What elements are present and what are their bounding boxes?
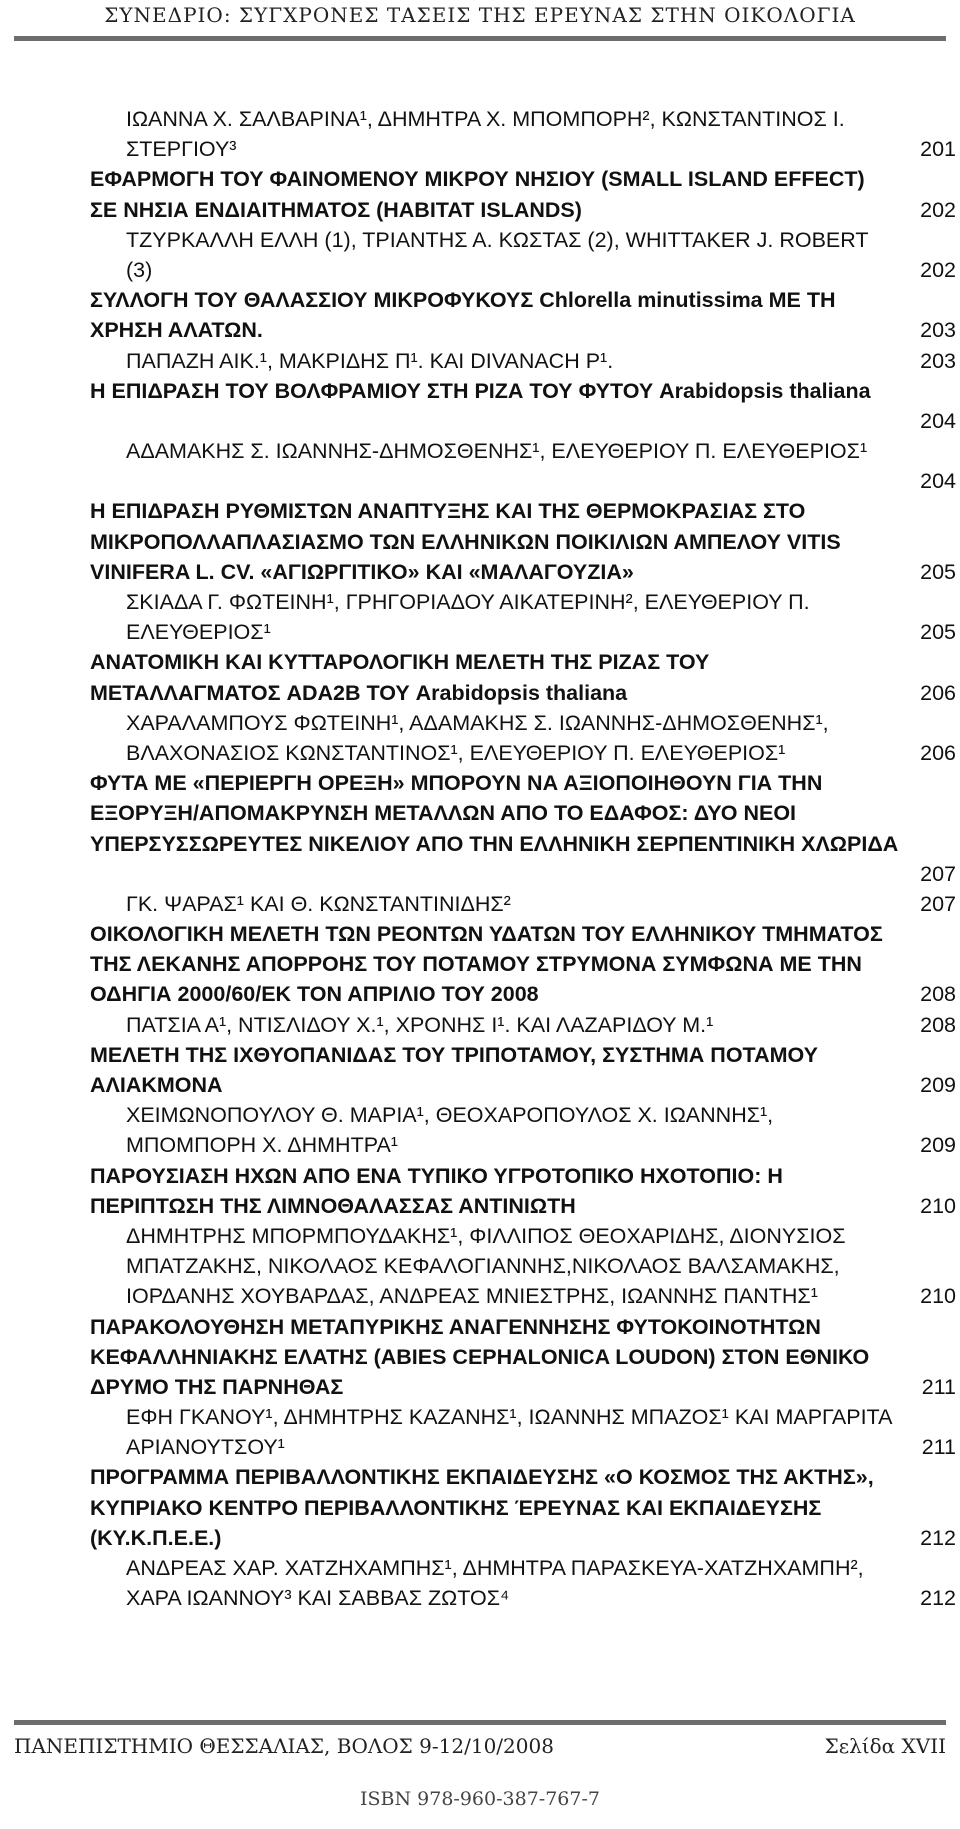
toc-author-line (90, 1130, 956, 1160)
isbn: ISBN 978-960-387-767-7 (360, 1788, 600, 1810)
toc-author-line (90, 1251, 956, 1281)
toc-page-number: 209 (920, 1073, 956, 1097)
toc-line-text: (3) (126, 257, 153, 282)
toc-page-number: 204 (920, 469, 956, 494)
toc-title-line (90, 164, 956, 194)
toc-line-text: ΟΔΗΓΙΑ 2000/60/ΕΚ ΤΟΝ ΑΠΡΙΛΙΟ ΤΟΥ 2008 (90, 982, 539, 1007)
toc-author-line (90, 104, 956, 134)
toc-line-text: ΑΛΙΑΚΜΟΝΑ (90, 1073, 223, 1097)
toc-title-line (90, 527, 956, 557)
toc-line-text: ΚΕΦΑΛΛΗΝΙΑΚΗΣ ΕΛΑΤΗΣ (ABIES CEPHALONICA LOUDON) ΣΤΟΝ ΕΘΝΙΚΟ (90, 1344, 870, 1369)
toc-line-text: ΥΠΕΡΣΥΣΣΩΡΕΥΤΕΣ ΝΙΚΕΛΙΟΥ ΑΠΟ ΤΗΝ ΕΛΛΗΝΙΚΗ ΣΕΡΠΕΝΤΙΝΙΚΗ ΧΛΩΡΙΔΑ (90, 831, 899, 856)
toc-page-number: 207 (920, 861, 956, 886)
toc-line-text: ΣΕ ΝΗΣΙΑ ΕΝΔΙΑΙΤΗΜΑΤΟΣ (HABITAT ISLANDS) (90, 197, 582, 222)
toc-line-text: ΒΛΑΧΟΝΑΣΙΟΣ ΚΩΝΣΤΑΝΤΙΝΟΣ¹, ΕΛΕΥΘΕΡΙΟΥ Π. ΕΛΕΥΘΕΡΙΟΣ¹ (126, 740, 786, 765)
toc-line-text: ΦΥΤΑ ΜΕ «ΠΕΡΙΕΡΓΗ ΟΡΕΞΗ» ΜΠΟΡΟΥΝ ΝΑ ΑΞΙΟΠΟΙΗΘΟΥΝ ΓΙΑ ΤΗΝ (90, 771, 823, 796)
toc-title-line (90, 376, 956, 406)
toc-line-text: ΜΠΟΜΠΟΡΗ Χ. ΔΗΜΗΤΡΑ¹ (126, 1133, 398, 1158)
toc-title-line (90, 1191, 956, 1221)
toc-line-text: ΤΖΥΡΚΑΛΛΗ ΕΛΛΗ (1), ΤΡΙΑΝΤΗΣ Α. ΚΩΣΤΑΣ (2), WHITTAKER J. ROBERT (126, 227, 869, 252)
footer-university: ΠΑΝΕΠΙΣΤΗΜΙΟ ΘΕΣΣΑΛΙΑΣ, ΒΟΛΟΣ 9-12/10/2008 (14, 1734, 554, 1758)
toc-line-text: ΑΝΑΤΟΜΙΚΗ ΚΑΙ ΚΥΤΤΑΡΟΛΟΓΙΚΗ ΜΕΛΕΤΗ ΤΗΣ ΡΙΖΑΣ ΤΟΥ (90, 650, 710, 675)
table-of-contents (90, 104, 956, 1613)
toc-page-number: 208 (920, 982, 956, 1007)
toc-author-line (90, 889, 956, 919)
toc-author-line (90, 1402, 956, 1432)
toc-page-number: 202 (920, 197, 956, 222)
toc-line-text: ΣΤΕΡΓΙΟΥ³ (126, 137, 237, 162)
toc-title-line (90, 1070, 956, 1100)
toc-line-text: ΔΗΜΗΤΡΗΣ ΜΠΟΡΜΠΟΥΔΑΚΗΣ¹, ΦΙΛΛΙΠΟΣ ΘΕΟΧΑΡΙΔΗΣ, ΔΙΟΝΥΣΙΟΣ (126, 1223, 846, 1248)
footer-page-number: Σελίδα XVII (824, 1734, 946, 1758)
toc-author-line (90, 587, 956, 617)
toc-page-number: 210 (920, 1193, 956, 1218)
toc-author-line (90, 346, 956, 376)
toc-line-text: Η ΕΠΙΔΡΑΣΗ ΡΥΘΜΙΣΤΩΝ ΑΝΑΠΤΥΞΗΣ ΚΑΙ ΤΗΣ ΘΕΡΜΟΚΡΑΣΙΑΣ ΣΤΟ (90, 499, 806, 524)
toc-line-text: ΠΡΟΓΡΑΜΜΑ ΠΕΡΙΒΑΛΛΟΝΤΙΚΗΣ ΕΚΠΑΙΔΕΥΣΗΣ «Ο ΚΟΣΜΟΣ ΤΗΣ ΑΚΤΗΣ», (90, 1465, 874, 1490)
toc-title-line (90, 949, 956, 979)
toc-page-number: 201 (920, 137, 956, 162)
toc-author-line (90, 225, 956, 255)
toc-page-number: 202 (920, 257, 956, 282)
toc-line-text: ΔΡΥΜΟ ΤΗΣ ΠΑΡΝΗΘΑΣ (90, 1374, 344, 1399)
toc-title-line (90, 496, 956, 526)
toc-line-text: ΣΥΛΛΟΓΗ ΤΟΥ ΘΑΛΑΣΣΙΟΥ ΜΙΚΡΟΦΥΚΟΥΣ Chlorella minutissima ΜΕ ΤΗ (90, 288, 836, 313)
toc-line-text: ΜΕΛΕΤΗ ΤΗΣ ΙΧΘΥΟΠΑΝΙΔΑΣ ΤΟΥ ΤΡΙΠΟΤΑΜΟΥ, ΣΥΣΤΗΜΑ ΠΟΤΑΜΟΥ (90, 1042, 818, 1067)
footer-rule (14, 1720, 946, 1725)
toc-line-text: ΙΩΑΝΝΑ Χ. ΣΑΛΒΑΡΙΝΑ¹, ΔΗΜΗΤΡΑ Χ. ΜΠΟΜΠΟΡΗ², ΚΩΝΣΤΑΝΤΙΝΟΣ Ι. (126, 107, 845, 131)
toc-title-line (90, 1342, 956, 1372)
toc-line-text: VINIFERA L. CV. «ΑΓΙΩΡΓΙΤΙΚΟ» ΚΑΙ «ΜΑΛΑΓΟΥΖΙΑ» (90, 559, 634, 584)
toc-line-text: ΧΑΡΑΛΑΜΠΟΥΣ ΦΩΤΕΙΝΗ¹, ΑΔΑΜΑΚΗΣ Σ. ΙΩΑΝΝΗΣ-ΔΗΜΟΣΘΕΝΗΣ¹, (126, 710, 829, 735)
toc-line-text: ΑΝΔΡΕΑΣ ΧΑΡ. ΧΑΤΖΗΧΑΜΠΗΣ¹, ΔΗΜΗΤΡΑ ΠΑΡΑΣΚΕΥΑ-ΧΑΤΖΗΧΑΜΠΗ², (126, 1556, 864, 1580)
toc-title-line (90, 1040, 956, 1070)
toc-line-text: ΠΕΡΙΠΤΩΣΗ ΤΗΣ ΛΙΜΝΟΘΑΛΑΣΣΑΣ ΑΝΤΙΝΙΩΤΗ (90, 1193, 576, 1218)
toc-author-line (90, 255, 956, 285)
toc-title-line (90, 768, 956, 798)
toc-line-text: ΚΥΠΡΙΑΚΟ ΚΕΝΤΡΟ ΠΕΡΙΒΑΛΛΟΝΤΙΚΗΣ ΈΡΕΥΝΑΣ ΚΑΙ ΕΚΠΑΙΔΕΥΣΗΣ (90, 1495, 822, 1520)
toc-author-line (90, 436, 956, 466)
toc-title-line (90, 678, 956, 708)
toc-title-line (90, 1493, 956, 1523)
page-footer (14, 1734, 946, 1758)
toc-line-text: ΓΚ. ΨΑΡΑΣ¹ ΚΑΙ Θ. ΚΩΝΣΤΑΝΤΙΝΙΔΗΣ² (126, 891, 511, 916)
toc-line-text: (ΚΥ.Κ.Π.Ε.Ε.) (90, 1525, 222, 1550)
toc-line-text: Η ΕΠΙΔΡΑΣΗ ΤΟΥ ΒΟΛΦΡΑΜΙΟΥ ΣΤΗ ΡΙΖΑ ΤΟΥ ΦΥΤΟΥ Arabidopsis thaliana (90, 378, 871, 403)
toc-line-text: ΙΟΡΔΑΝΗΣ ΧΟΥΒΑΡΔΑΣ, ΑΝΔΡΕΑΣ ΜΝΙΕΣΤΡΗΣ, ΙΩΑΝΝΗΣ ΠΑΝΤΗΣ¹ (126, 1284, 818, 1309)
toc-title-line (90, 1372, 956, 1402)
toc-author-line (90, 1432, 956, 1462)
toc-title-line (90, 859, 956, 889)
toc-author-line (90, 738, 956, 768)
toc-line-text: ΟΙΚΟΛΟΓΙΚΗ ΜΕΛΕΤΗ ΤΩΝ ΡΕΟΝΤΩΝ ΥΔΑΤΩΝ ΤΟΥ ΕΛΛΗΝΙΚΟΥ ΤΜΗΜΑΤΟΣ (90, 922, 883, 947)
toc-title-line (90, 798, 956, 828)
toc-page-number: 209 (920, 1133, 956, 1158)
toc-author-line (90, 466, 956, 496)
toc-author-line (90, 1583, 956, 1613)
toc-author-line (90, 617, 956, 647)
toc-page-number: 203 (920, 318, 956, 343)
toc-title-line (90, 1161, 956, 1191)
toc-title-line (90, 647, 956, 677)
toc-page-number: 205 (920, 620, 956, 645)
toc-page-number: 204 (920, 408, 956, 433)
toc-line-text: ΧΕΙΜΩΝΟΠΟΥΛΟΥ Θ. ΜΑΡΙΑ¹, ΘΕΟΧΑΡΟΠΟΥΛΟΣ Χ. ΙΩΑΝΝΗΣ¹, (126, 1103, 774, 1128)
toc-page-number: 212 (920, 1525, 956, 1550)
toc-page-number: 212 (920, 1586, 956, 1611)
toc-author-line (90, 134, 956, 164)
toc-line-text: ΠΑΡΟΥΣΙΑΣΗ ΗΧΩΝ ΑΠΟ ΕΝΑ ΤΥΠΙΚΟ ΥΓΡΟΤΟΠΙΚΟ ΗΧΟΤΟΠΙΟ: Η (90, 1163, 783, 1188)
toc-page-number: 211 (921, 1435, 956, 1460)
toc-line-text: ΣΚΙΑΔΑ Γ. ΦΩΤΕΙΝΗ¹, ΓΡΗΓΟΡΙΑΔΟΥ ΑΙΚΑΤΕΡΙΝΗ², ΕΛΕΥΘΕΡΙΟΥ Π. (126, 590, 810, 614)
toc-title-line (90, 195, 956, 225)
toc-line-text: ΑΔΑΜΑΚΗΣ Σ. ΙΩΑΝΝΗΣ-ΔΗΜΟΣΘΕΝΗΣ¹, ΕΛΕΥΘΕΡΙΟΥ Π. ΕΛΕΥΘΕΡΙΟΣ¹ (126, 439, 868, 464)
toc-author-line (90, 1281, 956, 1311)
toc-title-line (90, 829, 956, 859)
toc-line-text: ΑΡΙΑΝΟΥΤΣΟΥ¹ (126, 1435, 285, 1460)
toc-line-text: ΕΛΕΥΘΕΡΙΟΣ¹ (126, 620, 271, 645)
toc-author-line (90, 1100, 956, 1130)
header-rule (14, 36, 946, 41)
toc-line-text: ΠΑΠΑΖΗ ΑΙΚ.¹, ΜΑΚΡΙΔΗΣ Π¹. ΚΑΙ DIVANACH P¹. (126, 348, 614, 373)
toc-author-line (90, 1010, 956, 1040)
toc-line-text: ΜΕΤΑΛΛΑΓΜΑΤΟΣ ADA2B ΤΟΥ Arabidopsis thaliana (90, 680, 628, 705)
toc-title-line (90, 979, 956, 1009)
toc-line-text: ΠΑΡΑΚΟΛΟΥΘΗΣΗ ΜΕΤΑΠΥΡΙΚΗΣ ΑΝΑΓΕΝΝΗΣΗΣ ΦΥΤΟΚΟΙΝΟΤΗΤΩΝ (90, 1314, 821, 1339)
toc-page-number: 206 (920, 740, 956, 765)
toc-page-number: 206 (920, 680, 956, 705)
toc-line-text: ΕΦΑΡΜΟΓΗ ΤΟΥ ΦΑΙΝΟΜΕΝΟΥ ΜΙΚΡΟΥ ΝΗΣΙΟΥ (SMALL ISLAND EFFECT) (90, 167, 865, 192)
toc-page-number: 207 (920, 891, 956, 916)
toc-page-number: 210 (920, 1284, 956, 1309)
toc-title-line (90, 285, 956, 315)
page-header: ΣΥΝΕΔΡΙΟ: ΣΥΓΧΡΟΝΕΣ ΤΑΣΕΙΣ ΤΗΣ ΕΡΕΥΝΑΣ ΣΤΗΝ ΟΙΚΟΛΟΓΙΑ (104, 3, 856, 27)
toc-line-text: ΧΑΡΑ ΙΩΑΝΝΟΥ³ ΚΑΙ ΣΑΒΒΑΣ ΖΩΤΟΣ⁴ (126, 1586, 510, 1611)
toc-title-line (90, 1523, 956, 1553)
toc-page-number: 208 (920, 1012, 956, 1037)
toc-line-text: ΧΡΗΣΗ ΑΛΑΤΩΝ. (90, 318, 263, 343)
toc-page-number: 203 (920, 348, 956, 373)
toc-page-number: 205 (920, 559, 956, 584)
toc-title-line (90, 1312, 956, 1342)
toc-line-text: ΕΞΟΡΥΞΗ/ΑΠΟΜΑΚΡΥΝΣΗ ΜΕΤΑΛΛΩΝ ΑΠΟ ΤΟ ΕΔΑΦΟΣ: ΔΥΟ ΝΕΟΙ (90, 801, 797, 826)
toc-author-line (90, 1553, 956, 1583)
toc-line-text: ΜΙΚΡΟΠΟΛΛΑΠΛΑΣΙΑΣΜΟ ΤΩΝ ΕΛΛΗΝΙΚΩΝ ΠΟΙΚΙΛΙΩΝ ΑΜΠΕΛΟΥ VITIS (90, 529, 841, 554)
toc-author-line (90, 708, 956, 738)
toc-line-text: ΠΑΤΣΙΑ Α¹, ΝΤΙΣΛΙΔΟΥ Χ.¹, ΧΡΟΝΗΣ Ι¹. ΚΑΙ ΛΑΖΑΡΙΔΟΥ Μ.¹ (126, 1012, 714, 1037)
toc-line-text: ΜΠΑΤΖΑΚΗΣ, ΝΙΚΟΛΑΟΣ ΚΕΦΑΛΟΓΙΑΝΝΗΣ,ΝΙΚΟΛΑΟΣ ΒΑΛΣΑΜΑΚΗΣ, (126, 1254, 840, 1279)
toc-line-text: ΤΗΣ ΛΕΚΑΝΗΣ ΑΠΟΡΡΟΗΣ ΤΟΥ ΠΟΤΑΜΟΥ ΣΤΡΥΜΟΝΑ ΣΥΜΦΩΝΑ ΜΕ ΤΗΝ (90, 952, 862, 977)
toc-title-line (90, 1462, 956, 1492)
toc-title-line (90, 315, 956, 345)
toc-title-line (90, 919, 956, 949)
toc-page-number: 211 (921, 1374, 956, 1399)
toc-title-line (90, 406, 956, 436)
toc-title-line (90, 557, 956, 587)
toc-author-line (90, 1221, 956, 1251)
toc-line-text: ΕΦΗ ΓΚΑΝΟΥ¹, ΔΗΜΗΤΡΗΣ ΚΑΖΑΝΗΣ¹, ΙΩΑΝΝΗΣ ΜΠΑΖΟΣ¹ ΚΑΙ ΜΑΡΓΑΡΙΤΑ (126, 1405, 893, 1430)
